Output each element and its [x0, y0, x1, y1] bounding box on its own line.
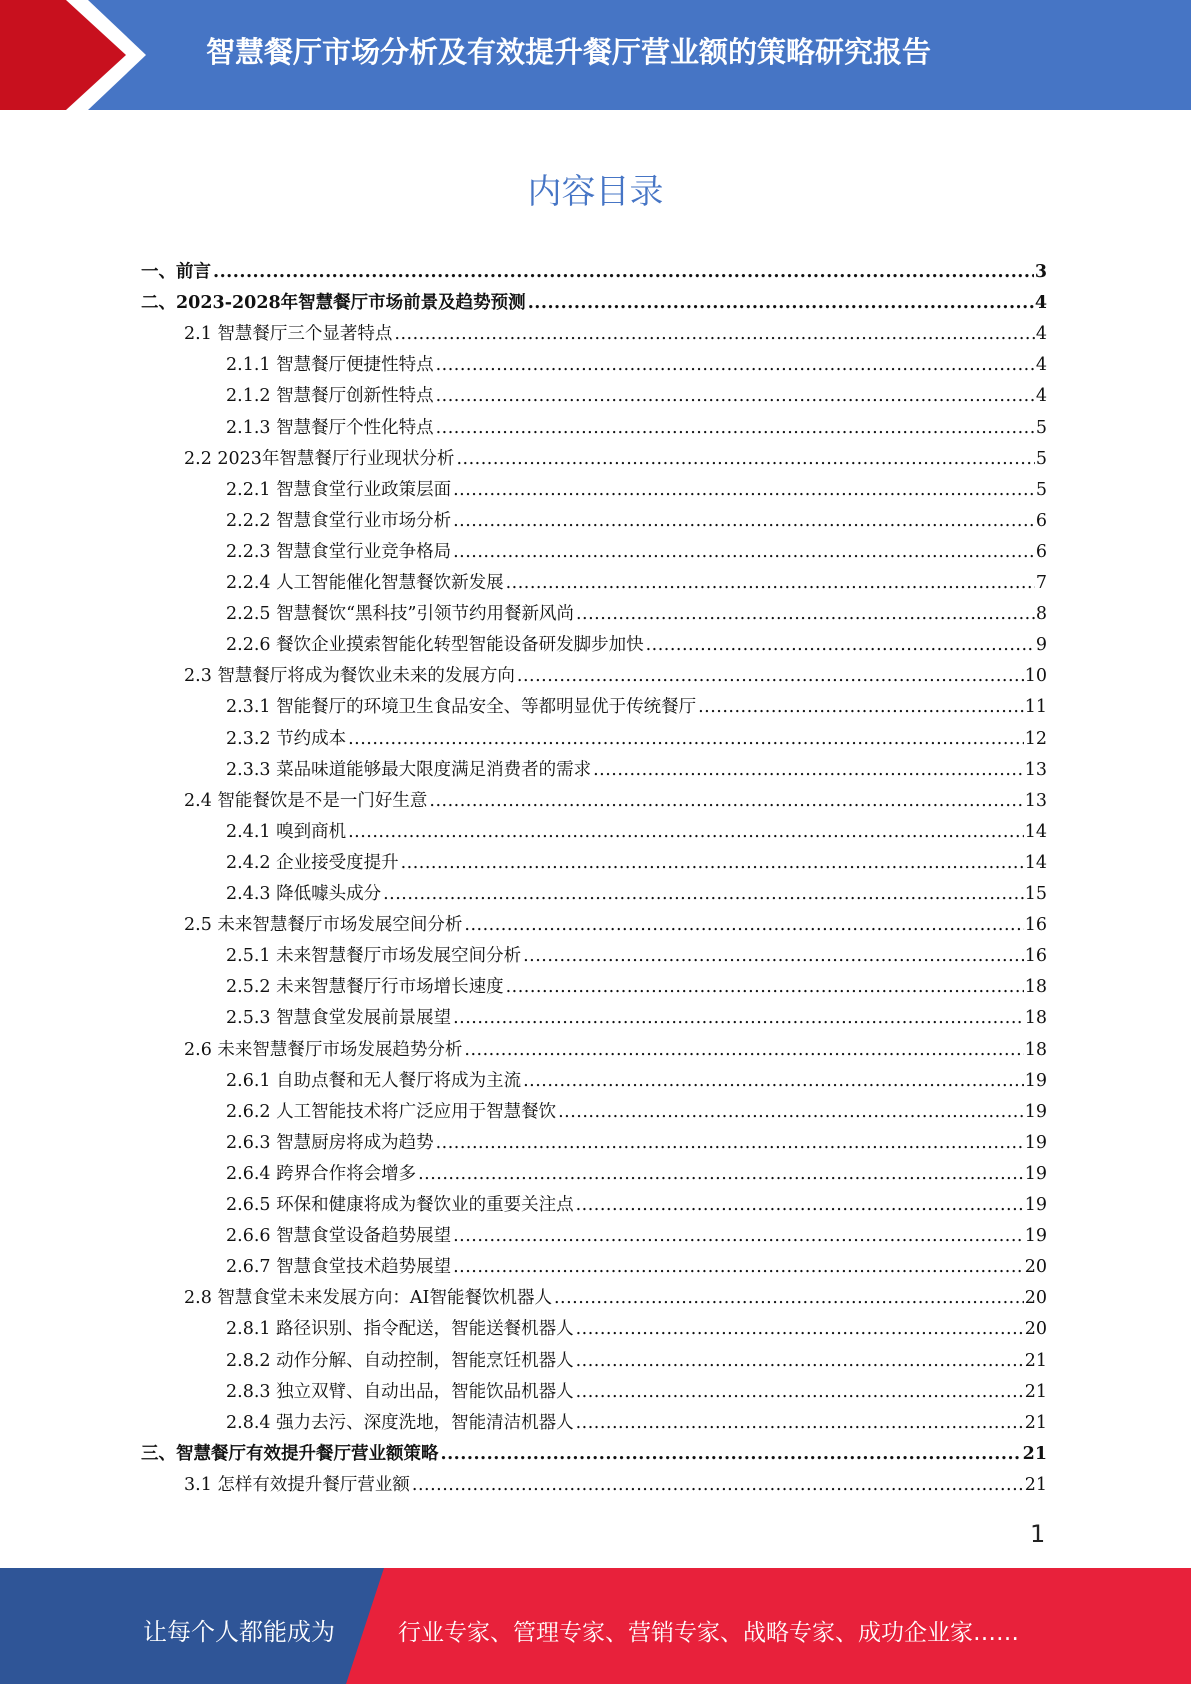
toc-entry-label: 2.5.2 未来智慧餐厅行市场增长速度 [226, 977, 504, 998]
toc-dot-leader [213, 261, 1034, 283]
toc-entry-page: 19 [1024, 1163, 1047, 1184]
toc-entry-page: 20 [1024, 1257, 1047, 1278]
toc-dot-leader [436, 354, 1035, 376]
toc-entry[interactable] [184, 657, 1047, 687]
toc-entry-page: 4 [1035, 355, 1047, 376]
toc-entry-label: 2.8.2 动作分解、自动控制，智能烹饪机器人 [226, 1350, 574, 1371]
toc-entry-label: 一、前言 [141, 262, 211, 282]
toc-entry-page: 14 [1024, 821, 1047, 842]
toc-dot-leader [528, 292, 1034, 314]
toc-entry-page: 19 [1024, 1226, 1047, 1247]
toc-dot-leader [383, 883, 1024, 905]
toc-entry-label: 2.1.1 智慧餐厅便捷性特点 [226, 355, 434, 376]
toc-entry[interactable] [226, 471, 1047, 501]
toc-dot-leader [453, 510, 1035, 532]
toc-entry[interactable] [226, 844, 1047, 874]
toc-entry-page: 5 [1035, 479, 1047, 500]
footer-banner [0, 1568, 1191, 1684]
toc-entry[interactable] [226, 1062, 1047, 1092]
toc-entry-label: 2.5 未来智慧餐厅市场发展空间分析 [184, 915, 463, 936]
toc-entry-page: 4 [1035, 386, 1047, 407]
toc-entry-page: 15 [1024, 884, 1047, 904]
toc-entry-label: 2.4.3 降低噱头成分 [226, 884, 382, 904]
toc-entry[interactable] [226, 409, 1047, 439]
toc-entry-page: 6 [1035, 510, 1047, 531]
toc-entry[interactable] [226, 751, 1047, 781]
toc-dot-leader [348, 821, 1024, 843]
toc-dot-leader [558, 1101, 1024, 1123]
toc-dot-leader [436, 1132, 1024, 1154]
toc-entry-label: 2.2.2 智慧食堂行业市场分析 [226, 510, 452, 531]
toc-entry-label: 2.8 智慧食堂未来发展方向：AI智能餐饮机器人 [184, 1288, 552, 1309]
toc-entry-page: 13 [1024, 759, 1047, 780]
toc-entry-page: 10 [1024, 666, 1047, 687]
toc-entry[interactable] [184, 315, 1047, 345]
toc-entry[interactable] [184, 906, 1047, 936]
toc-dot-leader [576, 1412, 1024, 1434]
toc-entry-label: 2.3.3 菜品味道能够最大限度满足消费者的需求 [226, 759, 592, 780]
toc-dot-leader [436, 417, 1035, 439]
toc-entry[interactable] [141, 1435, 1047, 1465]
toc-dot-leader [576, 1194, 1024, 1216]
toc-entry-page: 9 [1035, 635, 1047, 656]
toc-entry[interactable] [226, 1217, 1047, 1247]
toc-entry-page: 18 [1024, 977, 1047, 998]
toc-entry[interactable] [141, 284, 1047, 314]
toc-entry-label: 2.2.1 智慧食堂行业政策层面 [226, 479, 452, 500]
toc-dot-leader [348, 728, 1024, 750]
toc-dot-leader [453, 1225, 1024, 1247]
toc-entry-label: 2.3 智慧餐厅将成为餐饮业未来的发展方向 [184, 666, 515, 687]
toc-entry-page: 21 [1024, 1381, 1047, 1402]
toc-entry[interactable] [226, 937, 1047, 967]
toc-entry-page: 11 [1024, 697, 1047, 718]
toc-entry[interactable] [226, 595, 1047, 625]
toc-entry-label: 二、2023-2028年智慧餐厅市场前景及趋势预测 [141, 293, 526, 314]
toc-entry[interactable] [226, 1310, 1047, 1340]
toc-dot-leader [506, 572, 1035, 594]
toc-entry[interactable] [226, 688, 1047, 718]
report-title: 智慧餐厅市场分析及有效提升餐厅营业额的策略研究报告 [206, 35, 932, 69]
toc-entry[interactable] [226, 564, 1047, 594]
toc-entry[interactable] [184, 1031, 1047, 1061]
toc-entry[interactable] [226, 626, 1047, 656]
toc-entry[interactable] [226, 1093, 1047, 1123]
toc-entry-label: 2.6.6 智慧食堂设备趋势展望 [226, 1226, 452, 1247]
toc-entry-label: 2.6 未来智慧餐厅市场发展趋势分析 [184, 1039, 463, 1060]
toc-entry[interactable] [226, 813, 1047, 843]
toc-dot-leader [554, 1287, 1024, 1309]
toc-dot-leader [576, 1318, 1024, 1340]
toc-entry-page: 12 [1024, 728, 1047, 749]
toc-dot-leader [453, 479, 1035, 501]
toc-dot-leader [576, 603, 1035, 625]
toc-entry-label: 2.2.6 餐饮企业摸索智能化转型智能设备研发脚步加快 [226, 635, 644, 656]
toc-entry-page: 5 [1035, 417, 1047, 438]
toc-dot-leader [523, 1070, 1024, 1092]
toc-entry-label: 2.1.3 智慧餐厅个性化特点 [226, 417, 434, 438]
toc-dot-leader [412, 1474, 1024, 1496]
toc-entry-page: 18 [1024, 1039, 1047, 1060]
page-number: 1 [1030, 1520, 1046, 1548]
toc-entry-page: 14 [1024, 852, 1047, 873]
toc-entry[interactable] [226, 346, 1047, 376]
toc-dot-leader [436, 385, 1035, 407]
toc-dot-leader [593, 759, 1024, 781]
toc-entry-label: 2.6.5 环保和健康将成为餐饮业的重要关注点 [226, 1195, 574, 1215]
toc-entry-page: 4 [1034, 293, 1047, 314]
toc-dot-leader [441, 1443, 1022, 1465]
toc-entry-page: 6 [1035, 541, 1047, 562]
toc-entry-label: 2.6.2 人工智能技术将广泛应用于智慧餐饮 [226, 1101, 557, 1122]
toc-entry-label: 三、智慧餐厅有效提升餐厅营业额策略 [141, 1443, 439, 1464]
toc-entry-page: 19 [1024, 1195, 1047, 1215]
toc-entry-label: 2.2 2023年智慧餐厅行业现状分析 [184, 448, 455, 469]
toc-entry[interactable] [226, 533, 1047, 563]
toc-dot-leader [698, 696, 1024, 718]
toc-entry-page: 5 [1035, 448, 1047, 469]
toc-entry[interactable] [226, 377, 1047, 407]
toc-dot-leader [453, 1007, 1024, 1029]
toc-entry-label: 2.4 智能餐饮是不是一门好生意 [184, 790, 428, 811]
toc-dot-leader [394, 323, 1034, 345]
footer-slogan-right: 行业专家、管理专家、营销专家、战略专家、成功企业家…… [398, 1620, 1019, 1646]
toc-entry-label: 2.6.3 智慧厨房将成为趋势 [226, 1132, 434, 1153]
toc-dot-leader [401, 852, 1024, 874]
toc-entry-page: 8 [1035, 604, 1047, 625]
toc-entry-page: 18 [1024, 1008, 1047, 1029]
toc-entry[interactable] [226, 1342, 1047, 1372]
toc-entry[interactable] [226, 1373, 1047, 1403]
toc-entry-label: 2.1.2 智慧餐厅创新性特点 [226, 386, 434, 407]
toc-dot-leader [464, 1039, 1023, 1061]
toc-entry-page: 20 [1024, 1288, 1047, 1309]
toc-entry-page: 19 [1024, 1070, 1047, 1091]
toc-entry-page: 3 [1034, 262, 1047, 282]
toc-entry-page: 19 [1024, 1132, 1047, 1153]
toc-entry-page: 21 [1024, 1350, 1047, 1371]
toc-entry-label: 2.2.4 人工智能催化智慧餐饮新发展 [226, 573, 504, 593]
toc-entry[interactable] [184, 1466, 1047, 1496]
toc-dot-leader [576, 1350, 1024, 1372]
toc-entry-page: 13 [1024, 790, 1047, 811]
toc-entry[interactable] [226, 875, 1047, 905]
toc-entry-label: 2.6.7 智慧食堂技术趋势展望 [226, 1257, 452, 1278]
toc-entry-label: 2.3.2 节约成本 [226, 728, 347, 749]
toc-entry-label: 2.1 智慧餐厅三个显著特点 [184, 324, 393, 345]
toc-dot-leader [453, 1256, 1024, 1278]
toc-dot-leader [506, 976, 1024, 998]
toc-entry-page: 7 [1035, 573, 1047, 593]
toc-entry[interactable] [184, 782, 1047, 812]
header-arrow-decoration [0, 0, 160, 110]
toc-entry[interactable] [184, 1279, 1047, 1309]
toc-entry-page: 19 [1024, 1101, 1047, 1122]
toc-entry-page: 20 [1024, 1319, 1047, 1340]
toc-entry-page: 16 [1024, 915, 1047, 936]
toc-entry-label: 2.2.3 智慧食堂行业竞争格局 [226, 541, 452, 562]
toc-entry[interactable] [226, 1404, 1047, 1434]
toc-entry[interactable] [226, 1124, 1047, 1154]
toc-dot-leader [456, 448, 1034, 470]
toc-entry[interactable] [226, 1186, 1047, 1216]
toc-dot-leader [464, 914, 1023, 936]
toc-entry-label: 2.8.3 独立双臂、自动出品，智能饮品机器人 [226, 1381, 574, 1402]
toc-entry-page: 4 [1035, 324, 1047, 345]
toc-entry-label: 2.4.2 企业接受度提升 [226, 852, 399, 873]
toc-dot-leader [523, 945, 1024, 967]
toc-heading: 内容目录 [527, 172, 664, 212]
toc-entry[interactable] [226, 999, 1047, 1029]
toc-dot-leader [646, 634, 1035, 656]
toc-dot-leader [517, 665, 1024, 687]
toc-entry-page: 21 [1024, 1412, 1047, 1433]
toc-entry-label: 2.2.5 智慧餐饮“黑科技”引领节约用餐新风尚 [226, 604, 574, 625]
toc-dot-leader [418, 1163, 1024, 1185]
toc-entry[interactable] [226, 502, 1047, 532]
toc-entry[interactable] [226, 1155, 1047, 1185]
toc-entry-label: 2.8.4 强力去污、深度洗地，智能清洁机器人 [226, 1412, 574, 1433]
toc-dot-leader [576, 1381, 1024, 1403]
toc-entry[interactable] [184, 440, 1047, 470]
toc-entry-label: 2.4.1 嗅到商机 [226, 821, 347, 842]
toc-entry-page: 21 [1022, 1443, 1047, 1464]
toc-entry[interactable] [141, 253, 1047, 283]
toc-entry[interactable] [226, 968, 1047, 998]
toc-entry-page: 21 [1024, 1474, 1047, 1495]
header-banner [0, 0, 1191, 110]
toc-entry-label: 2.6.4 跨界合作将会增多 [226, 1163, 417, 1184]
toc-entry-label: 2.3.1 智能餐厅的环境卫生食品安全、等都明显优于传统餐厅 [226, 697, 697, 718]
footer-slogan-left: 让每个人都能成为 [143, 1618, 335, 1646]
toc-dot-leader [453, 541, 1035, 563]
toc-dot-leader [429, 790, 1023, 812]
toc-entry-label: 2.6.1 自助点餐和无人餐厅将成为主流 [226, 1070, 522, 1091]
toc-entry[interactable] [226, 1248, 1047, 1278]
toc-entry-page: 16 [1024, 946, 1047, 967]
toc-entry-label: 3.1 怎样有效提升餐厅营业额 [184, 1474, 410, 1495]
toc-entry-label: 2.5.3 智慧食堂发展前景展望 [226, 1008, 452, 1029]
toc-entry[interactable] [226, 720, 1047, 750]
toc-entry-label: 2.5.1 未来智慧餐厅市场发展空间分析 [226, 946, 522, 967]
toc-entry-label: 2.8.1 路径识别、指令配送，智能送餐机器人 [226, 1319, 574, 1340]
